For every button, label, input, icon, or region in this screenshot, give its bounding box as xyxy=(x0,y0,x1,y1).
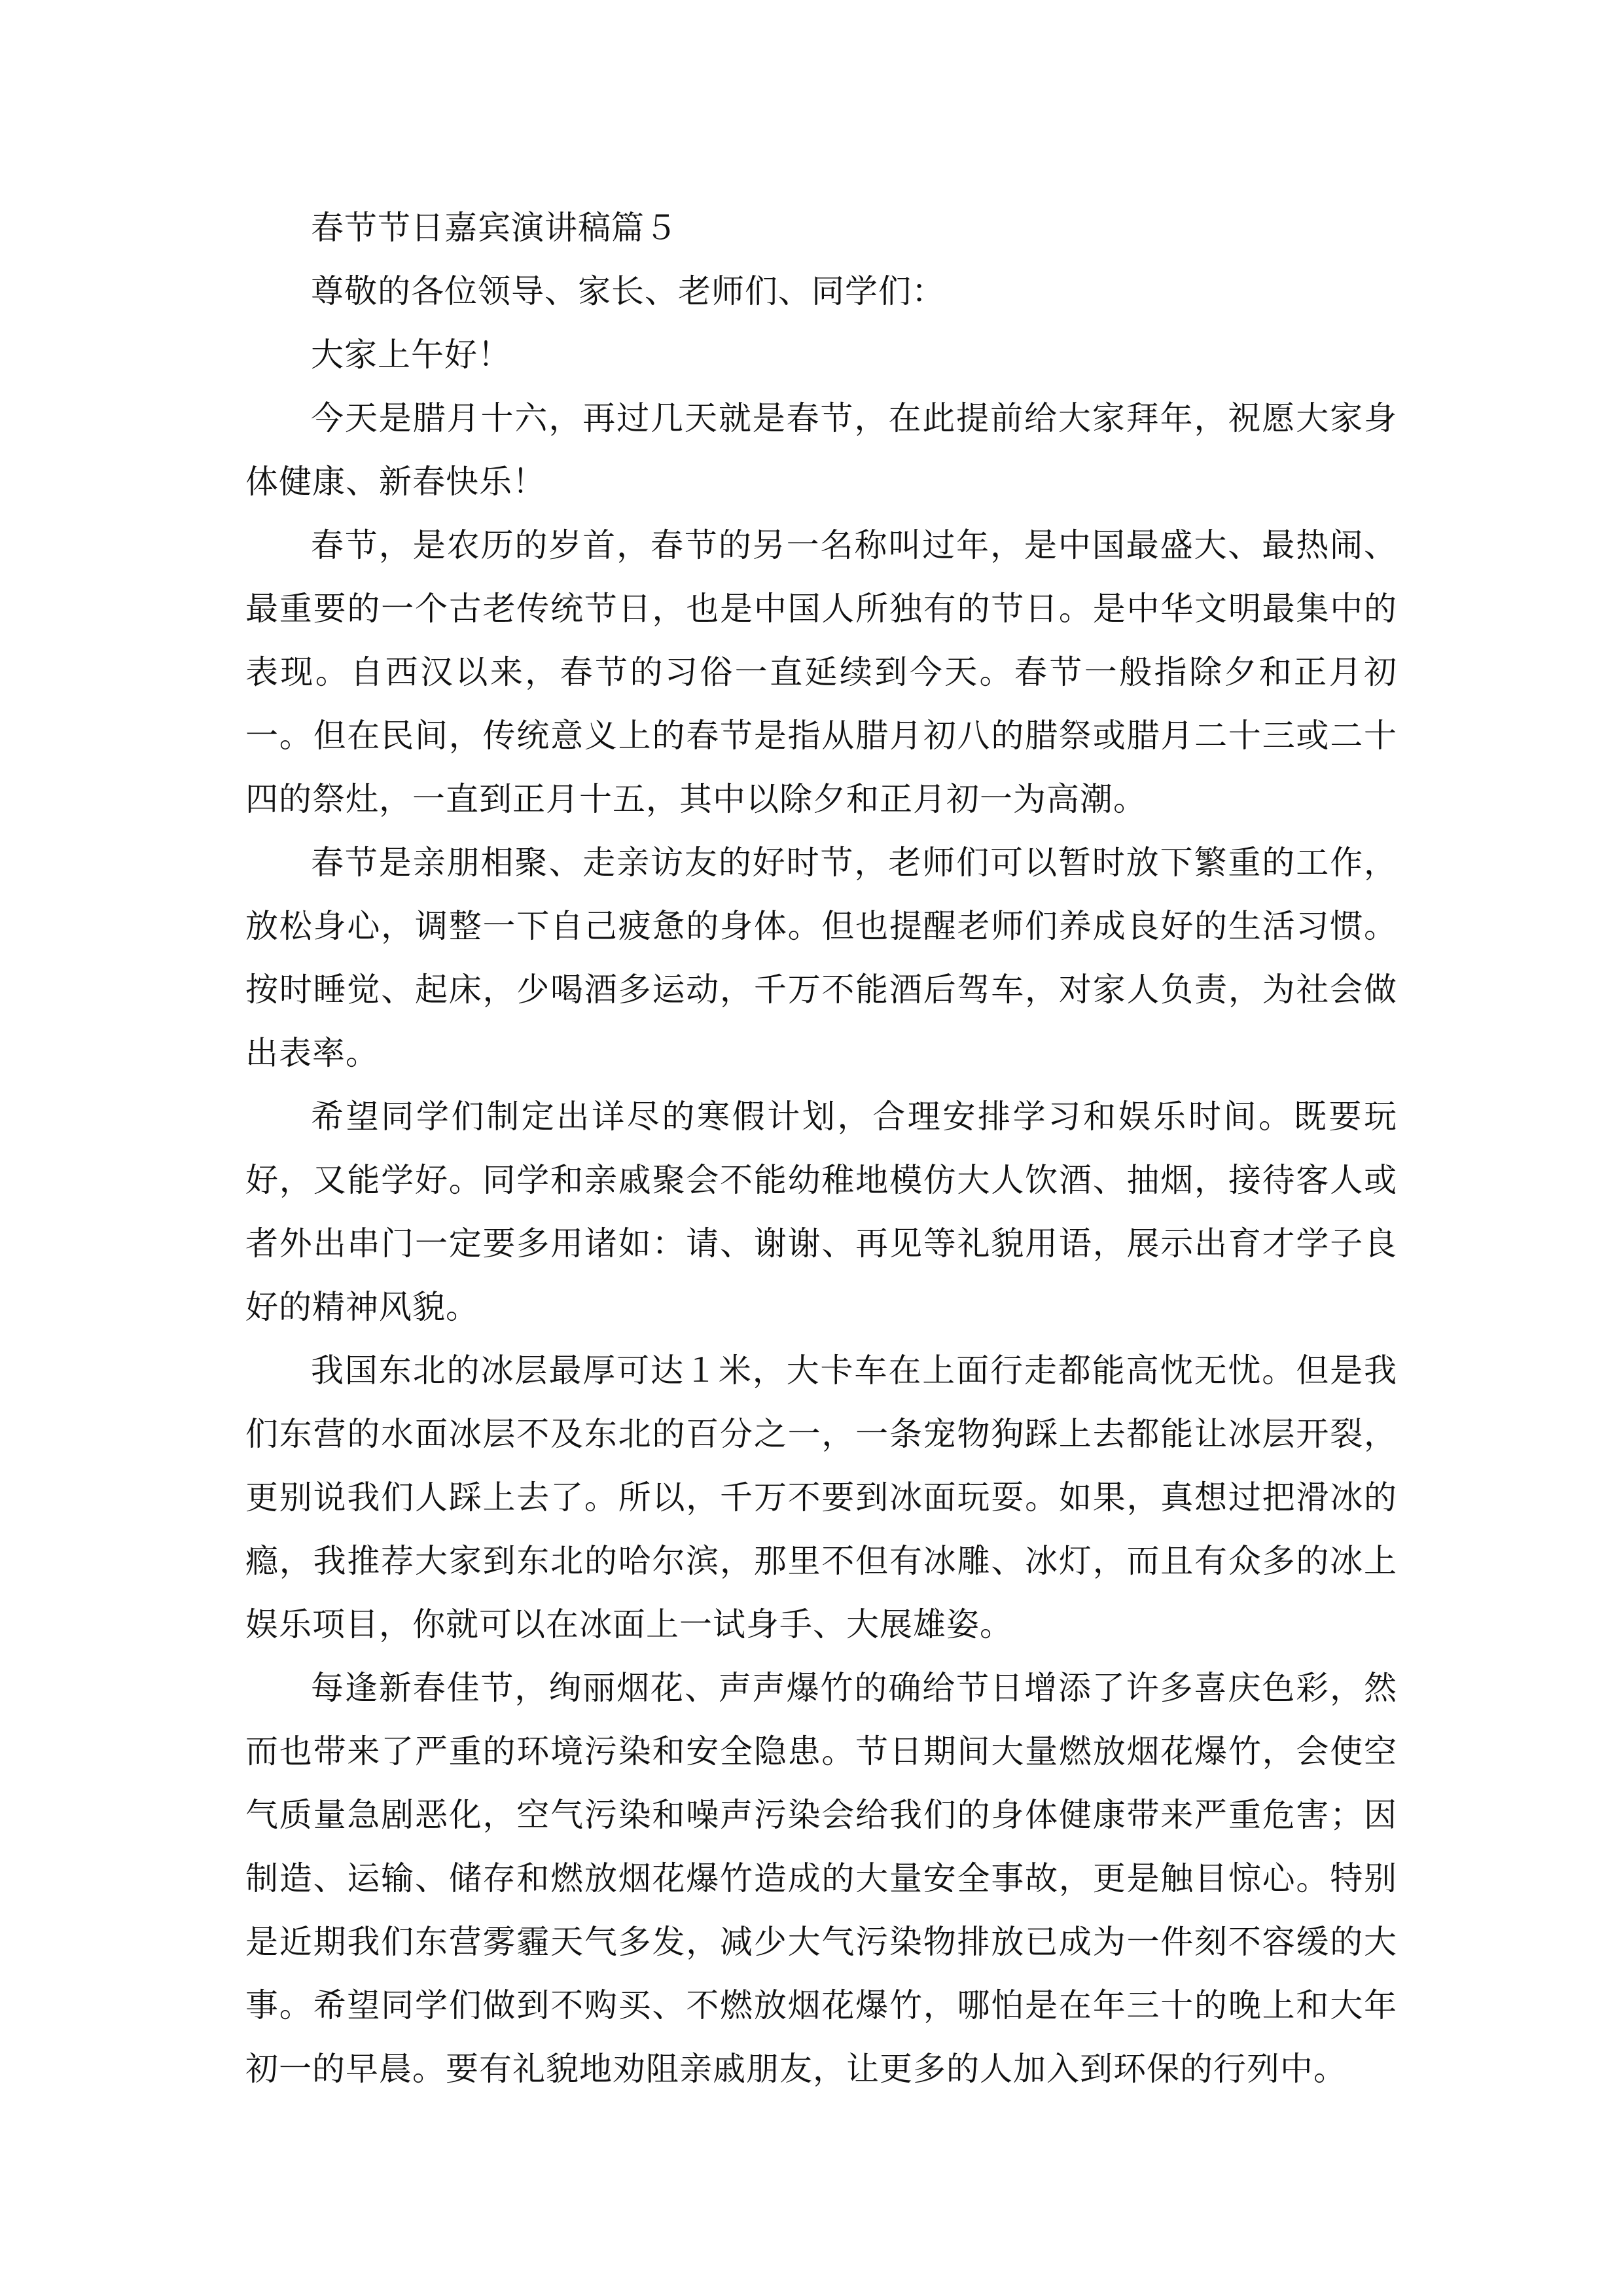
paragraph-3: 春节是亲朋相聚、走亲访友的好时节，老师们可以暂时放下繁重的工作，放松身心，调整一下自己疲惫的身体。但也提醒老师们养成良好的生活习惯。按时睡觉、起床，少喝酒多运动，千万不能酒后驾车，对家人负责，为社会做出表率。 xyxy=(245,844,1397,1072)
document-body xyxy=(245,196,1397,2101)
greeting: 大家上午好！ xyxy=(311,336,511,374)
paragraph-2: 春节，是农历的岁首，春节的另一名称叫过年，是中国最盛大、最热闹、最重要的一个古老传统节日，也是中国人所独有的节日。是中华文明最集中的表现。自西汉以来，春节的习俗一直延续到今天。春节一般指除夕和正月初一。但在民间，传统意义上的春节是指从腊月初八的腊祭或腊月二十三或二十四的祭灶，一直到正月十五，其中以除夕和正月初一为高潮。 xyxy=(245,526,1397,818)
paragraph-6: 每逢新春佳节，绚丽烟花、声声爆竹的确给节日增添了许多喜庆色彩，然而也带来了严重的环境污染和安全隐患。节日期间大量燃放烟花爆竹，会使空气质量急剧恶化，空气污染和噪声污染会给我们的身体健康带来严重危害；因制造、运输、储存和燃放烟花爆竹造成的大量安全事故，更是触目惊心。特别是近期我们东营雾霾天气多发，减少大气污染物排放已成为一件刻不容缓的大事。希望同学们做到不购买、不燃放烟花爆竹，哪怕是在年三十的晚上和大年初一的早晨。要有礼貌地劝阻亲戚朋友，让更多的人加入到环保的行列中。 xyxy=(245,1669,1397,2088)
paragraph-1: 今天是腊月十六，再过几天就是春节，在此提前给大家拜年，祝愿大家身体健康、新春快乐！ xyxy=(245,399,1397,501)
document-title: 春节节日嘉宾演讲稿篇５ xyxy=(311,209,678,247)
salutation: 尊敬的各位领导、家长、老师们、同学们： xyxy=(311,272,945,310)
paragraph-4: 希望同学们制定出详尽的寒假计划，合理安排学习和娱乐时间。既要玩好，又能学好。同学和亲戚聚会不能幼稚地模仿大人饮酒、抽烟，接待客人或者外出串门一定要多用诸如：请、谢谢、再见等礼貌用语，展示出育才学子良好的精神风貌。 xyxy=(245,1098,1397,1326)
paragraph-5: 我国东北的冰层最厚可达１米，大卡车在上面行走都能高忱无忧。但是我们东营的水面冰层不及东北的百分之一，一条宠物狗踩上去都能让冰层开裂，更别说我们人踩上去了。所以，千万不要到冰面玩耍。如果，真想过把滑冰的瘾，我推荐大家到东北的哈尔滨，那里不但有冰雕、冰灯，而且有众多的冰上娱乐项目，你就可以在冰面上一试身手、大展雄姿。 xyxy=(245,1352,1397,1643)
